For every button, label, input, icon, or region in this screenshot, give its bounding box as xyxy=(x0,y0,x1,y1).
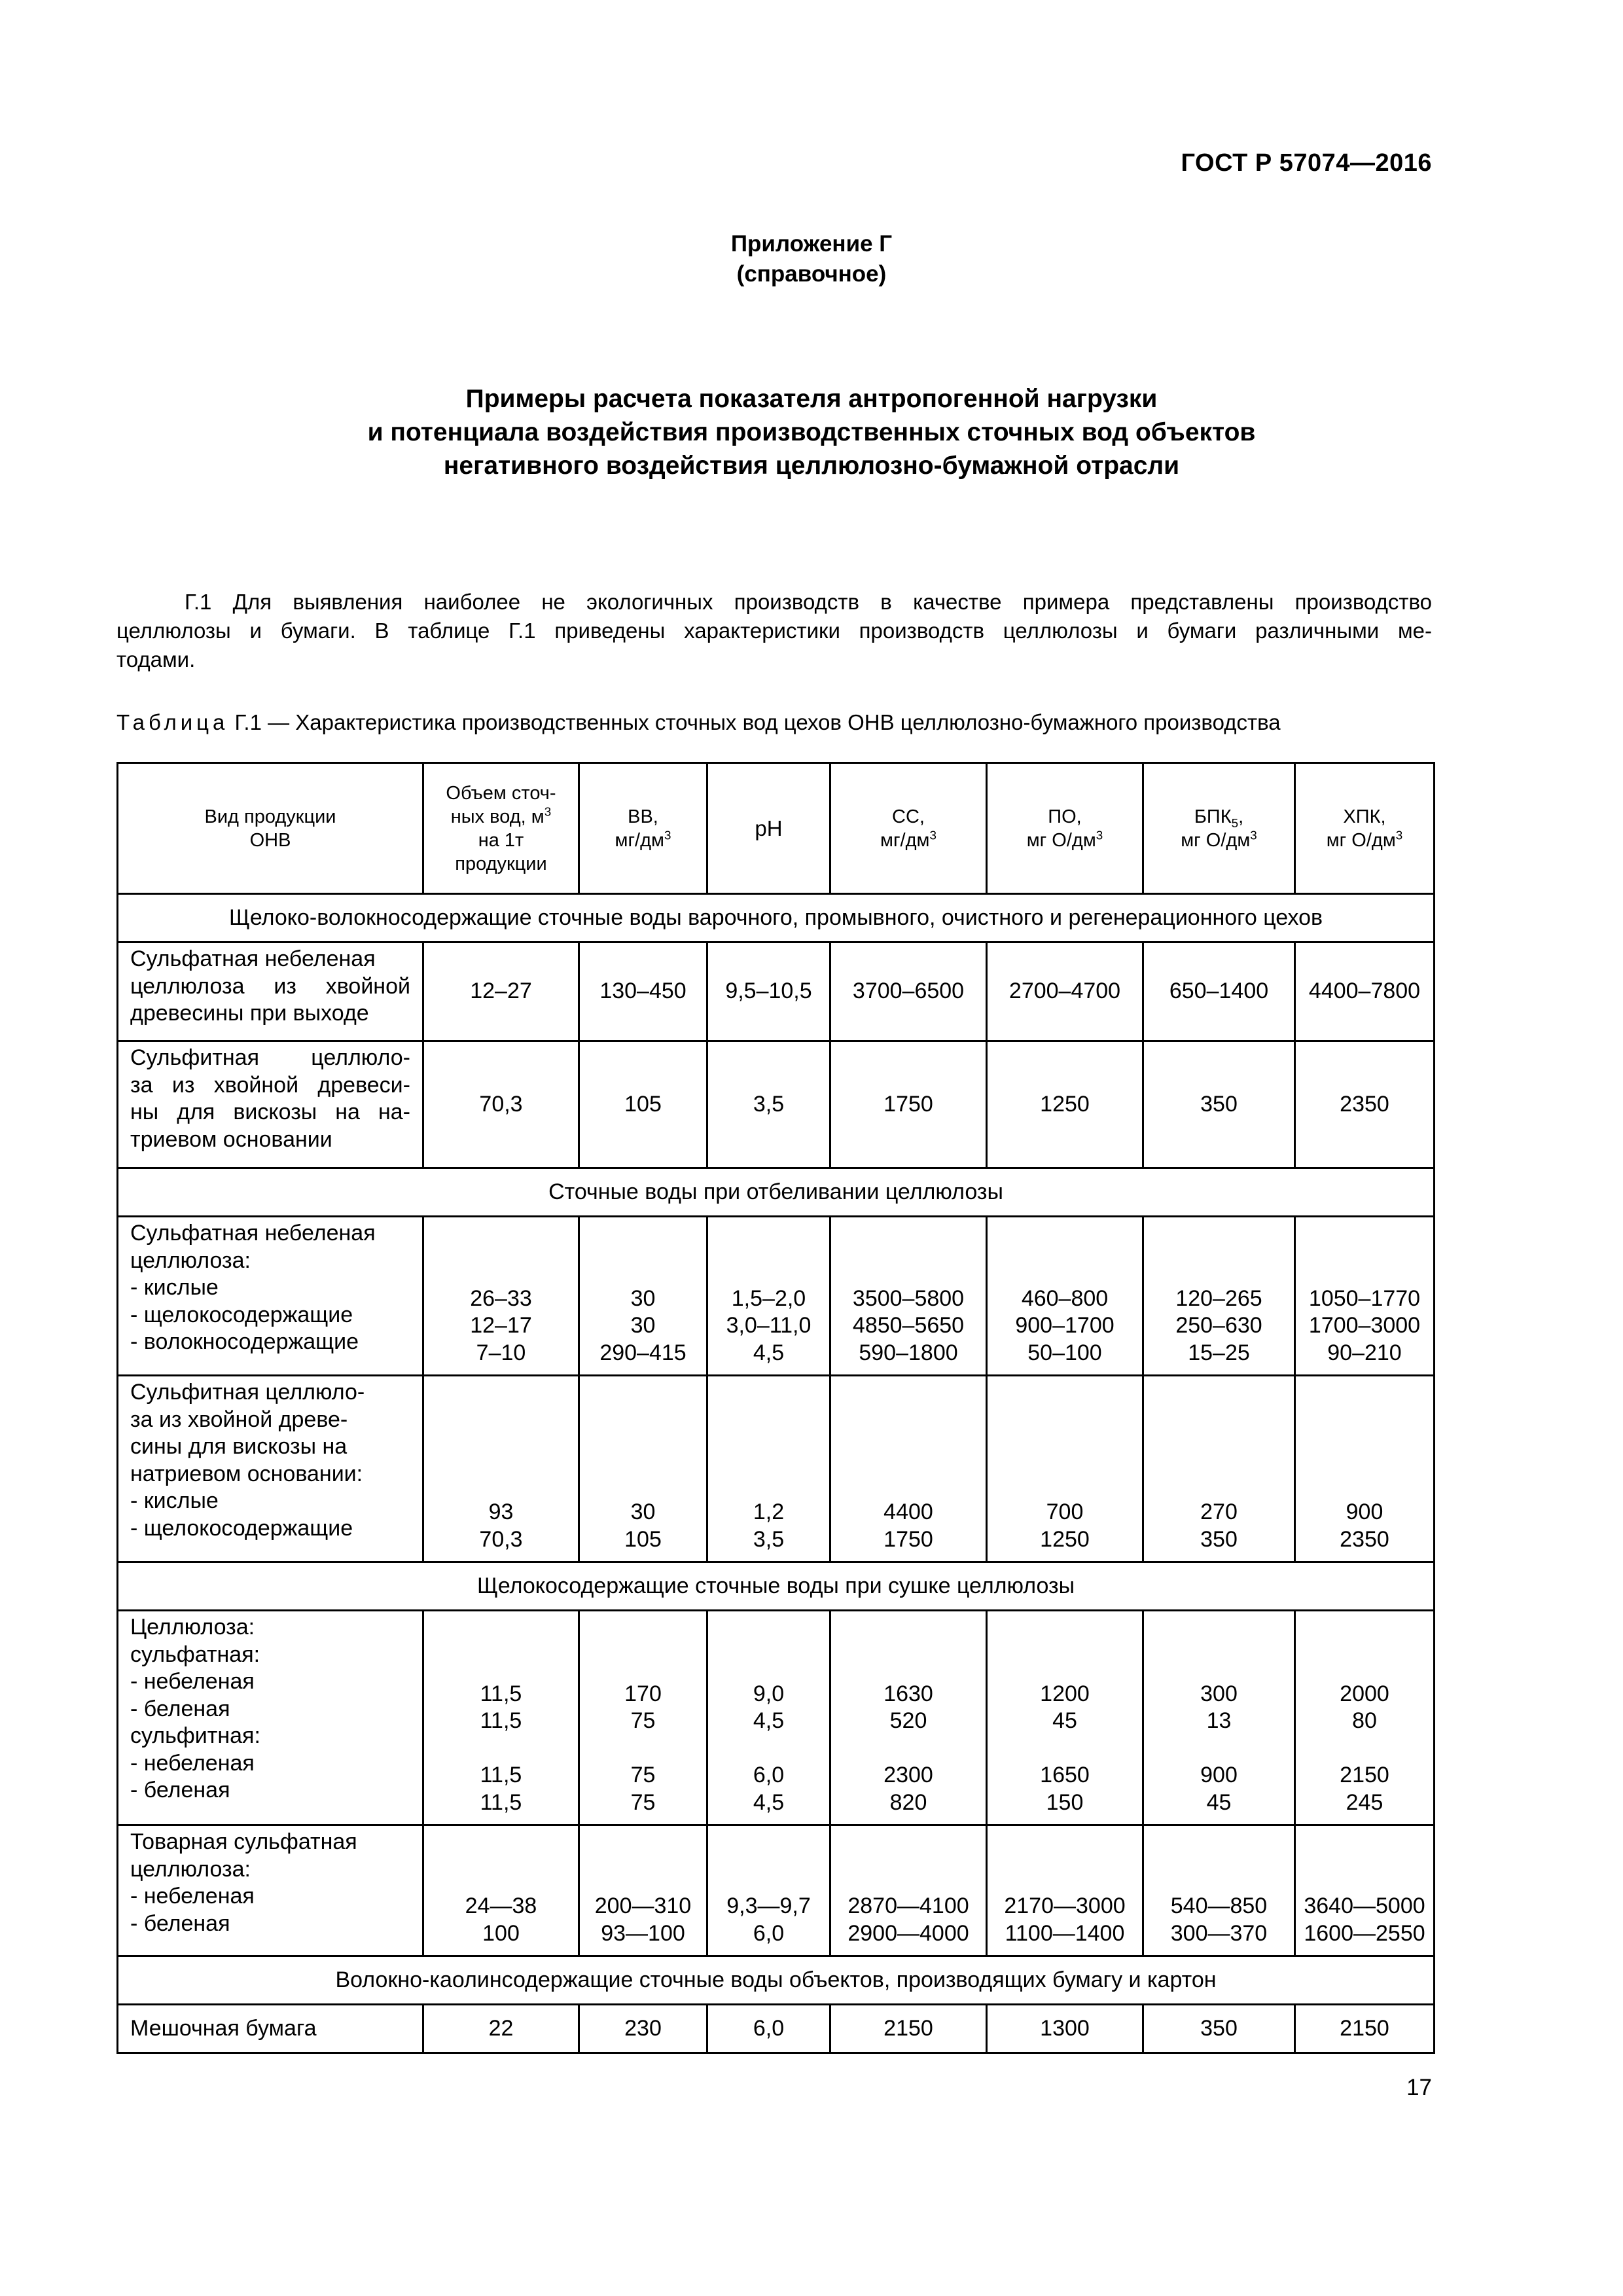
value-cell: 3500–5800 4850–5650 590–1800 xyxy=(830,1217,987,1376)
section-header: Сточные воды при отбеливании целлюлозы xyxy=(118,1168,1435,1217)
table-row xyxy=(118,1376,1435,1562)
value-cell: 130–450 xyxy=(579,942,707,1041)
value-cell: 22 xyxy=(423,2005,579,2053)
value-cell: 900 2350 xyxy=(1295,1376,1435,1562)
value-cell: 4400 1750 xyxy=(830,1376,987,1562)
paragraph-line: Г.1 Для выявления наиболее не экологичных производств в качестве примера представлены производство xyxy=(185,590,1432,614)
paragraph-line: целлюлозы и бумаги. В таблице Г.1 приведены характеристики производств целлюлозы и бумаги различными ме- xyxy=(116,619,1432,643)
value-cell: 30 105 xyxy=(579,1376,707,1562)
value-cell: 540—850 300—370 xyxy=(1143,1825,1295,1956)
value-cell: 2150 xyxy=(1295,2005,1435,2053)
value-cell: 120–265 250–630 15–25 xyxy=(1143,1217,1295,1376)
table-row xyxy=(118,1611,1435,1825)
table-row xyxy=(118,942,1435,1041)
value-cell: 1250 xyxy=(987,1041,1143,1168)
header-ph: pH xyxy=(707,763,830,894)
value-cell: 12–27 xyxy=(423,942,579,1041)
value-cell: 350 xyxy=(1143,1041,1295,1168)
value-cell: 1200 45 1650 150 xyxy=(987,1611,1143,1825)
value-cell: 11,5 11,5 11,5 11,5 xyxy=(423,1611,579,1825)
value-cell: 200—310 93—100 xyxy=(579,1825,707,1956)
table-row xyxy=(118,1825,1435,1956)
value-cell: 460–800 900–1700 50–100 xyxy=(987,1217,1143,1376)
title-line: негативного воздействия целлюлозно-бумажной отрасли xyxy=(443,452,1180,480)
caption-prefix: Таблица xyxy=(116,710,229,734)
header-product: Вид продукции ОНВ xyxy=(118,763,423,894)
value-cell: 2870—4100 2900—4000 xyxy=(830,1825,987,1956)
section-row xyxy=(118,1956,1435,2005)
table-caption xyxy=(116,709,1432,736)
value-cell: 3700–6500 xyxy=(830,942,987,1041)
value-cell: 350 xyxy=(1143,2005,1295,2053)
section-header: Волокно-каолинсодержащие сточные воды объектов, производящих бумагу и картон xyxy=(118,1956,1435,2005)
value-cell: 1050–1770 1700–3000 90–210 xyxy=(1295,1217,1435,1376)
product-name: Сульфатная небеленая целлюлоза: - кислые - щелокосодержащие - волокносодержащие xyxy=(118,1217,423,1376)
value-cell: 1300 xyxy=(987,2005,1143,2053)
value-cell: 170 75 75 75 xyxy=(579,1611,707,1825)
value-cell: 1,5–2,0 3,0–11,0 4,5 xyxy=(707,1217,830,1376)
value-cell: 2150 xyxy=(830,2005,987,2053)
header-po: ПО, мг $О/дм^3$ xyxy=(987,763,1143,894)
value-cell: 9,3—9,7 6,0 xyxy=(707,1825,830,1956)
product-name: Товарная сульфатная целлюлоза: - небеленая - беленая xyxy=(118,1825,423,1956)
title-line: Примеры расчета показателя антропогенной нагрузки xyxy=(465,385,1158,413)
value-cell: 3,5 xyxy=(707,1041,830,1168)
appendix-type: (справочное) xyxy=(736,261,887,287)
value-cell: 300 13 900 45 xyxy=(1143,1611,1295,1825)
paragraph-line: тодами. xyxy=(116,647,196,672)
value-cell: 230 xyxy=(579,2005,707,2053)
value-cell: 4400–7800 xyxy=(1295,942,1435,1041)
appendix-heading xyxy=(0,229,1623,289)
value-cell: 2170—3000 1100—1400 xyxy=(987,1825,1143,1956)
product-name: Мешочная бумага xyxy=(118,2005,423,2053)
appendix-label: Приложение Г xyxy=(730,231,893,257)
intro-paragraph xyxy=(116,588,1432,674)
value-cell: 700 1250 xyxy=(987,1376,1143,1562)
table-row xyxy=(118,2005,1435,2053)
value-cell: 650–1400 xyxy=(1143,942,1295,1041)
header-row xyxy=(118,763,1435,894)
table-row xyxy=(118,1041,1435,1168)
section-header: Щелокосодержащие сточные воды при сушке целлюлозы xyxy=(118,1562,1435,1611)
header-volume: Объем сточ- ных вод, $м^3$ на 1т продукции xyxy=(423,763,579,894)
value-cell: 9,0 4,5 6,0 4,5 xyxy=(707,1611,830,1825)
value-cell: 26–33 12–17 7–10 xyxy=(423,1217,579,1376)
document-title xyxy=(0,382,1623,482)
value-cell: 1750 xyxy=(830,1041,987,1168)
section-row xyxy=(118,894,1435,942)
header-bpk: $БПК_5$, мг $О/дм^3$ xyxy=(1143,763,1295,894)
value-cell: 270 350 xyxy=(1143,1376,1295,1562)
header-hpk: ХПК, мг $О/дм^3$ xyxy=(1295,763,1435,894)
value-cell: 6,0 xyxy=(707,2005,830,2053)
value-cell: 30 30 290–415 xyxy=(579,1217,707,1376)
title-line: и потенциала воздействия производственных сточных вод объектов xyxy=(367,418,1256,446)
page-number: 17 xyxy=(1406,2075,1432,2100)
product-name: Сульфатная небеленая целлюлоза из хвойной древесины при выходе xyxy=(118,942,423,1041)
document-code: ГОСТ Р 57074—2016 xyxy=(1181,149,1432,177)
characteristics-table xyxy=(116,762,1435,2054)
table-row xyxy=(118,1217,1435,1376)
value-cell: 105 xyxy=(579,1041,707,1168)
value-cell: 93 70,3 xyxy=(423,1376,579,1562)
value-cell: 1,2 3,5 xyxy=(707,1376,830,1562)
value-cell: 1630 520 2300 820 xyxy=(830,1611,987,1825)
header-vv: ВВ, $мг/дм^3$ xyxy=(579,763,707,894)
product-name: Сульфитная целлюло- за из хвойной древе- сины для вискозы на натриевом основании: - кислые - щелокосодержащие xyxy=(118,1376,423,1562)
caption-text: Г.1 — Характеристика производственных сточных вод цехов ОНВ целлюлозно-бумажного производства xyxy=(228,710,1281,734)
value-cell: 2700–4700 xyxy=(987,942,1143,1041)
value-cell: 9,5–10,5 xyxy=(707,942,830,1041)
value-cell: 2350 xyxy=(1295,1041,1435,1168)
header-ss: СС, $мг/дм^3$ xyxy=(830,763,987,894)
value-cell: 3640—5000 1600—2550 xyxy=(1295,1825,1435,1956)
value-cell: 24—38 100 xyxy=(423,1825,579,1956)
product-name: Целлюлоза: сульфатная: - небеленая - беленая сульфитная: - небеленая - беленая xyxy=(118,1611,423,1825)
section-row xyxy=(118,1562,1435,1611)
product-name: Сульфитная целлюло- за из хвойной древеси- ны для вискозы на на- триевом основании xyxy=(118,1041,423,1168)
section-header: Щелоко-волокносодержащие сточные воды варочного, промывного, очистного и регенерационного цехов xyxy=(118,894,1435,942)
section-row xyxy=(118,1168,1435,1217)
value-cell: 2000 80 2150 245 xyxy=(1295,1611,1435,1825)
value-cell: 70,3 xyxy=(423,1041,579,1168)
